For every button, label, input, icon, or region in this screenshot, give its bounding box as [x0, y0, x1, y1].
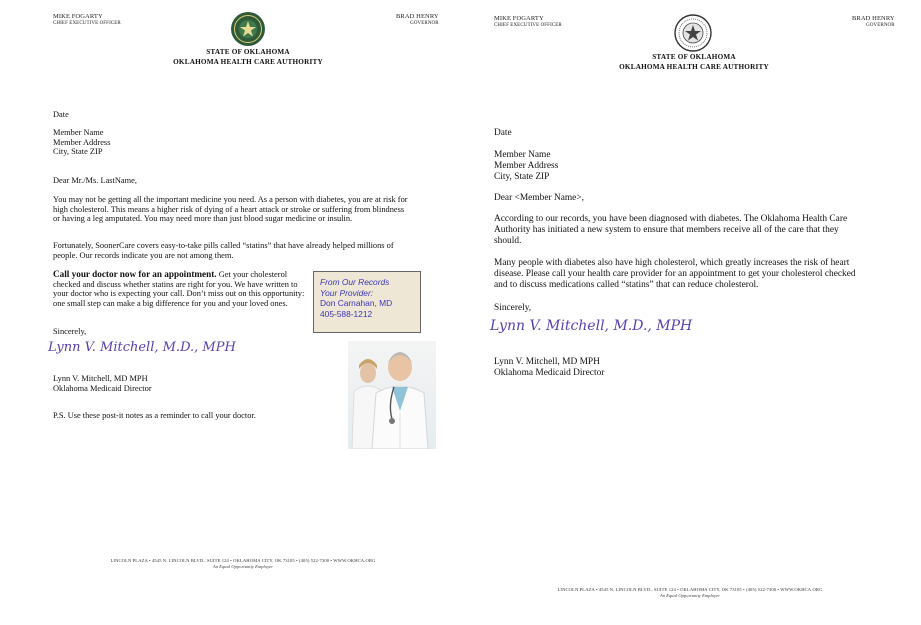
letter-date: Date — [494, 128, 512, 138]
footer-address: LINCOLN PLAZA • 4545 N. LINCOLN BLVD., SUITE 124 • OKLAHOMA CITY, OK 73105 • (405) 522-7300 • WWW.OKHCA.ORG — [557, 587, 823, 592]
postscript: P.S. Use these post-it notes as a reminder to call your doctor. — [53, 411, 256, 420]
governor-name: BRAD HENRY — [852, 15, 895, 22]
agency-name: OKLAHOMA HEALTH CARE AUTHORITY — [619, 63, 769, 71]
post-it-note — [313, 271, 421, 333]
signer-block — [494, 357, 604, 379]
recipient-address — [53, 128, 110, 157]
state-name: STATE OF OKLAHOMA — [206, 48, 290, 56]
signer-title: Oklahoma Medicaid Director — [53, 383, 152, 393]
doctor-photo — [348, 341, 436, 449]
letterhead-title — [150, 47, 346, 67]
note-provider: Don Carnahan, MD — [320, 298, 393, 309]
footer — [500, 587, 880, 599]
paragraph-2: Fortunately, SoonerCare covers easy-to-take pills called “statins” that have already helped millions of people. Our records indicate you are not among them. — [53, 241, 394, 260]
signer-name: Lynn V. Mitchell, MD MPH — [494, 357, 600, 367]
footer-eoe: An Equal Opportunity Employer — [659, 593, 721, 598]
ceo-title: CHIEF EXECUTIVE OFFICER — [53, 21, 121, 26]
state-name: STATE OF OKLAHOMA — [652, 53, 736, 61]
governor-title: GOVERNOR — [866, 23, 895, 28]
ceo-name: MIKE FOGARTY — [494, 15, 544, 22]
ceo-block — [494, 15, 562, 29]
note-phone: 405-588-1212 — [320, 308, 373, 319]
call-to-action: Call your doctor now for an appointment. — [53, 269, 217, 279]
salutation: Dear <Member Name>, — [494, 193, 584, 203]
governor-block — [852, 15, 895, 29]
closing: Sincerely, — [53, 327, 87, 336]
signature: Lynn V. Mitchell, M.D., MPH — [490, 318, 693, 334]
paragraph-1: You may not be getting all the important medicine you need. As a person with diabetes, you are at risk for high cholesterol. This means a higher risk of dying of a heart attack or stroke or suffering from blindness or having a leg amputated. You may need more than just blood sugar medicine or insulin. — [53, 195, 408, 224]
footer-address: LINCOLN PLAZA • 4545 N. LINCOLN BLVD., SUITE 124 • OKLAHOMA CITY, OK 73105 • (405) 522-7300 • WWW.OKHCA.ORG — [110, 558, 376, 563]
governor-block — [396, 13, 439, 27]
state-seal-icon — [230, 11, 266, 47]
recipient-address — [494, 150, 558, 184]
address-line: Member Address — [53, 137, 111, 147]
note-line-2: Your Provider: — [320, 287, 374, 298]
paragraph-3-rest: Get your cholesterol checked and discuss whether statins are right for you. We have written to your doctor who is expecting your call. Don’t miss out on this opportunity: one small step can make a big difference for you and your loved ones. — [53, 270, 305, 308]
address-line: Member Address — [494, 161, 559, 172]
signature: Lynn V. Mitchell, M.D., MPH — [48, 340, 236, 355]
letter-date: Date — [53, 110, 69, 119]
ceo-block — [53, 13, 121, 27]
paragraph-3 — [53, 270, 309, 308]
address-line: Member Name — [53, 128, 104, 137]
note-line-1: From Our Records — [320, 277, 390, 287]
salutation: Dear Mr./Ms. LastName, — [53, 176, 137, 185]
state-seal-icon — [674, 14, 712, 52]
closing: Sincerely, — [494, 303, 532, 313]
letterhead-title — [596, 52, 792, 72]
address-line: Member Name — [494, 150, 551, 160]
governor-name: BRAD HENRY — [396, 13, 439, 20]
signer-title: Oklahoma Medicaid Director — [494, 368, 605, 379]
paragraph-2: Many people with diabetes also have high cholesterol, which greatly increases the risk of heart disease. Please call your health care provider for an appointment to get your cholesterol checked and to discuss medications called “statins” that can reduce cholesterol. — [494, 258, 856, 291]
address-line: City, State ZIP — [53, 147, 103, 157]
signer-name: Lynn V. Mitchell, MD MPH — [53, 374, 148, 383]
agency-name: OKLAHOMA HEALTH CARE AUTHORITY — [173, 58, 323, 66]
footer-eoe: An Equal Opportunity Employer — [212, 564, 274, 569]
signer-block — [53, 374, 152, 393]
governor-title: GOVERNOR — [410, 21, 439, 26]
footer — [53, 558, 433, 570]
paragraph-1: According to our records, you have been diagnosed with diabetes. The Oklahoma Health Care Authority has initiated a new system to ensure that members receive all of the care that they should. — [494, 214, 848, 247]
ceo-title: CHIEF EXECUTIVE OFFICER — [494, 23, 562, 28]
address-line: City, State ZIP — [494, 172, 550, 183]
ceo-name: MIKE FOGARTY — [53, 13, 103, 20]
